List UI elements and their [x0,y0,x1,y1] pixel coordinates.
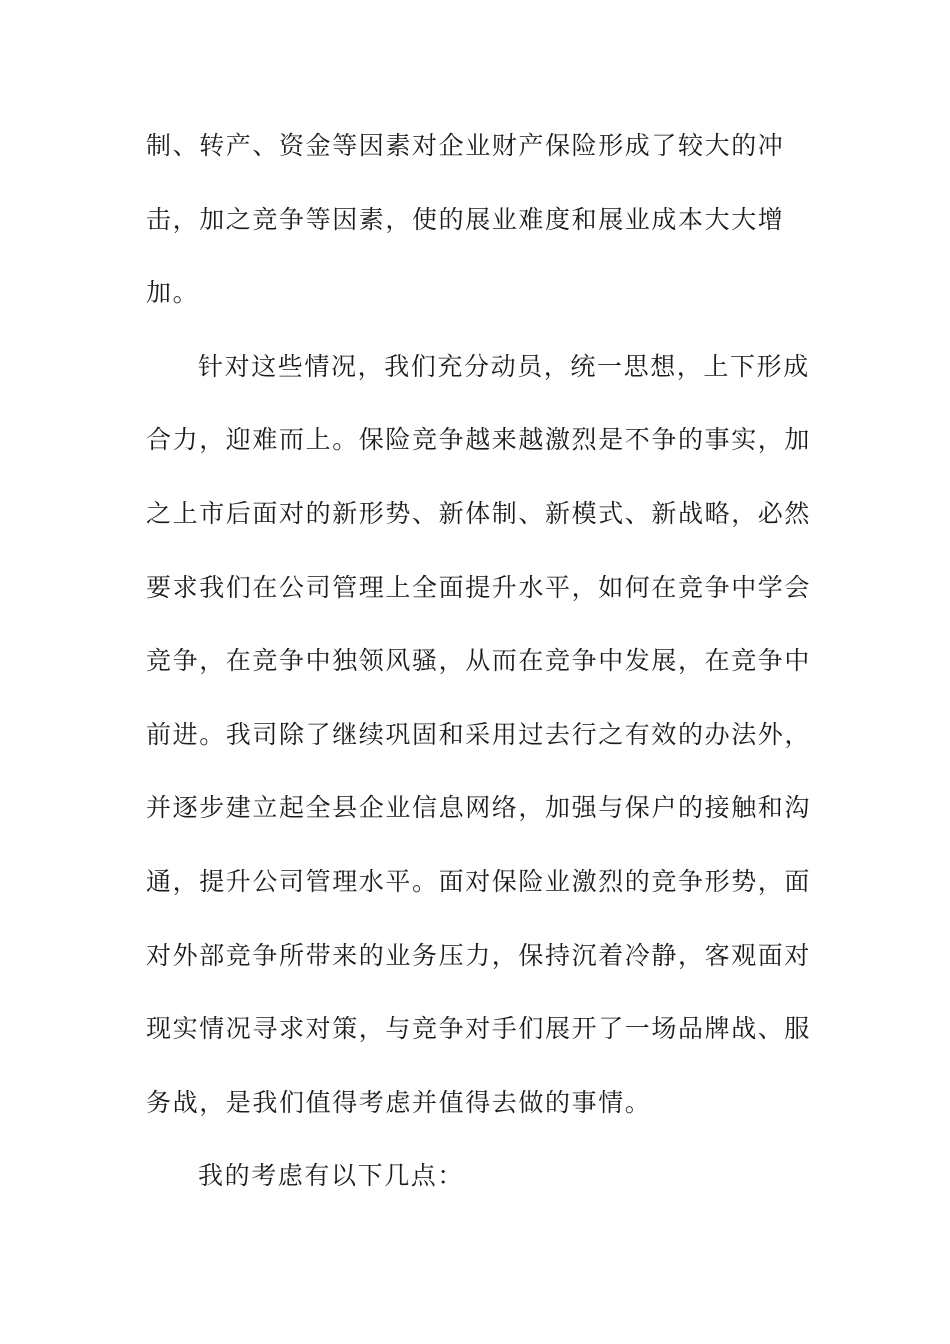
text-line: 击，加之竞争等因素，使的展业难度和展业成本大大增 [146,204,785,234]
text-line: 通，提升公司管理水平。面对保险业激烈的竞争形势，面 [146,866,812,896]
text-line: 要求我们在公司管理上全面提升水平，如何在竞争中学会 [146,572,812,602]
text-line: 加。 [146,278,200,308]
paragraph-first-line: 针对这些情况，我们充分动员，统一思想，上下形成 [198,351,810,381]
text-line: 前进。我司除了继续巩固和采用过去行之有效的办法外， [146,719,812,749]
text-line: 对外部竞争所带来的业务压力，保持沉着冷静，客观面对 [146,940,812,970]
text-line: 并逐步建立起全县企业信息网络，加强与保户的接触和沟 [146,793,812,823]
text-line: 务战，是我们值得考虑并值得去做的事情。 [146,1087,652,1117]
text-line: 合力，迎难而上。保险竞争越来越激烈是不争的事实，加 [146,425,812,455]
text-line: 制、转产、资金等因素对企业财产保险形成了较大的冲 [146,131,785,160]
text-line: 竞争，在竞争中独领风骚，从而在竞争中发展，在竞争中 [146,646,812,676]
text-line: 之上市后面对的新形势、新体制、新模式、新战略，必然 [146,498,812,528]
document-body [146,128,812,1232]
paragraph-first-line: 我的考虑有以下几点： [198,1161,465,1191]
text-line: 现实情况寻求对策，与竞争对手们展开了一场品牌战、服 [146,1014,812,1044]
